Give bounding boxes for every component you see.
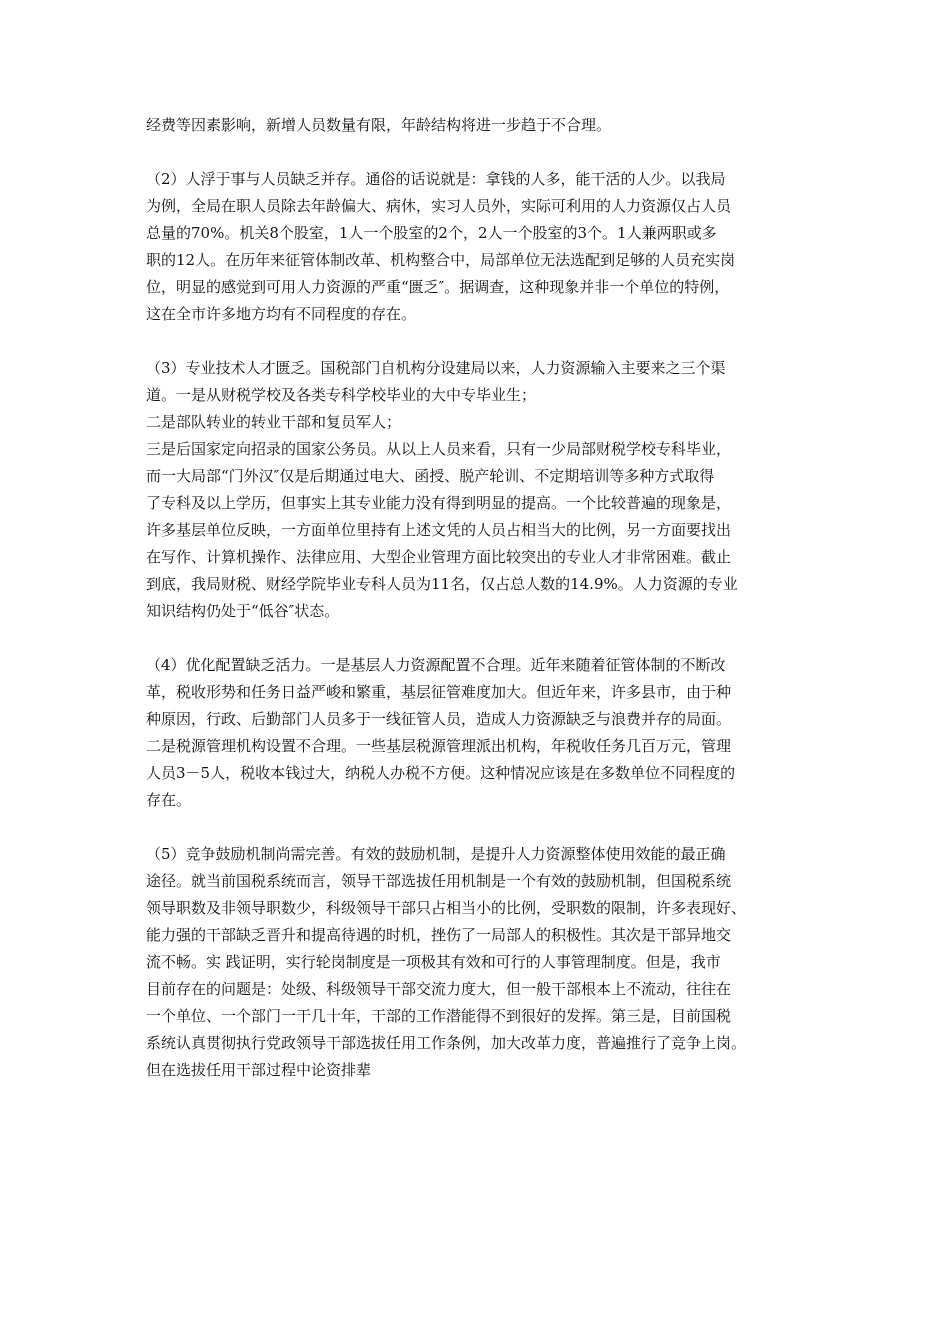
text-line: 位，明显的感觉到可用人力资源的严重“匮乏″。据调查，这种现象并非一个单位的特例，	[146, 278, 730, 296]
text-line: 许多基层单位反映，一方面单位里持有上述文凭的人员占相当大的比例，另一方面要找出	[146, 521, 732, 539]
text-line: （2）人浮于事与人员缺乏并存。通俗的话说就是：拿钱的人多，能干活的人少。以我局	[146, 170, 726, 188]
text-line: 职的12人。在历年来征管体制改革、机构整合中，局部单位无法选配到足够的人员充实岗	[146, 251, 736, 269]
text-line: 领导职数及非领导职数少，科级领导干部只占相当小的比例，受职数的限制，许多表现好、	[146, 899, 747, 917]
text-line: 存在。	[146, 791, 192, 809]
text-line: 道。一是从财税学校及各类专科学校毕业的大中专毕业生；	[146, 386, 537, 404]
text-line: 三是后国家定向招录的国家公务员。从以上人员来看，只有一少局部财税学校专科毕业，	[146, 440, 732, 458]
paragraph-allocation	[146, 652, 822, 814]
text-line: 途径。就当前国税系统而言，领导干部选拔任用机制是一个有效的鼓励机制，但国税系统	[146, 872, 732, 890]
text-line: 系统认真贯彻执行党政领导干部选拔任用工作条例，加大改革力度，普遍推行了竞争上岗。	[146, 1034, 747, 1052]
text-line: 了专科及以上学历，但事实上其专业能力没有得到明显的提高。一个比较普遍的现象是，	[146, 494, 732, 512]
text-line: 二是税源管理机构设置不合理。一些基层税源管理派出机构，年税收任务几百万元，管理	[146, 737, 732, 755]
text-line: 人员3－5人，税收本钱过大，纳税人办税不方便。这种情况应该是在多数单位不同程度的	[146, 764, 736, 782]
text-line: 但在选拔任用干部过程中论资排辈	[146, 1061, 372, 1079]
text-line: 知识结构仍处于“低谷″状态。	[146, 602, 340, 620]
text-line: 流不畅。实 践证明，实行轮岗制度是一项极其有效和可行的人事管理制度。但是，我市	[146, 953, 721, 971]
text-line: （4）优化配置缺乏活力。一是基层人力资源配置不合理。近年来随着征管体制的不断改	[146, 656, 726, 674]
text-line: 革，税收形势和任务日益严峻和繁重，基层征管难度加大。但近年来，许多县市，由于种	[146, 683, 732, 701]
text-line: 种原因，行政、后勤部门人员多于一线征管人员，造成人力资源缺乏与浪费并存的局面。	[146, 710, 732, 728]
text-line: （3）专业技术人才匮乏。国税部门自机构分设建局以来，人力资源输入主要来之三个渠	[146, 359, 726, 377]
text-line: 在写作、计算机操作、法律应用、大型企业管理方面比较突出的专业人才非常困难。截止	[146, 548, 732, 566]
text-line: 而一大局部“门外汉″仅是后期通过电大、函授、脱产轮训、不定期培训等多种方式取得	[146, 467, 715, 485]
text-line: 一个单位、一个部门一干几十年，干部的工作潜能得不到很好的发挥。第三是，目前国税	[146, 1007, 732, 1025]
paragraph-overstaffing	[146, 166, 822, 328]
text-line: 目前存在的问题是：处级、科级领导干部交流力度大，但一般干部根本上不流动，往往在	[146, 980, 732, 998]
paragraph-talent-shortage	[146, 355, 822, 625]
paragraph-gap	[146, 139, 822, 166]
text-line: 经费等因素影响，新增人员数量有限，年龄结构将进一步趋于不合理。	[146, 116, 612, 134]
text-line: 总量的70%。机关8个股室，1人一个股室的2个，2人一个股室的3个。1人兼两职或多	[146, 224, 717, 242]
text-line: 能力强的干部缺乏晋升和提高待遇的时机，挫伤了一局部人的积极性。其次是干部异地交	[146, 926, 732, 944]
paragraph-gap	[146, 625, 822, 652]
paragraph-gap	[146, 328, 822, 355]
paragraph-incentives	[146, 841, 822, 1084]
text-line: 二是部队转业的转业干部和复员军人；	[146, 413, 402, 431]
paragraph-gap	[146, 814, 822, 841]
text-line: 到底，我局财税、财经学院毕业专科人员为11名，仅占总人数的14.9%。人力资源的专业	[146, 575, 738, 593]
text-line: 这在全市许多地方均有不同程度的存在。	[146, 305, 417, 323]
text-line: 为例，全局在职人员除去年龄偏大、病休，实习人员外，实际可利用的人力资源仅占人员	[146, 197, 732, 215]
paragraph-age-structure	[146, 112, 822, 139]
text-line: （5）竞争鼓励机制尚需完善。有效的鼓励机制，是提升人力资源整体使用效能的最正确	[146, 845, 726, 863]
